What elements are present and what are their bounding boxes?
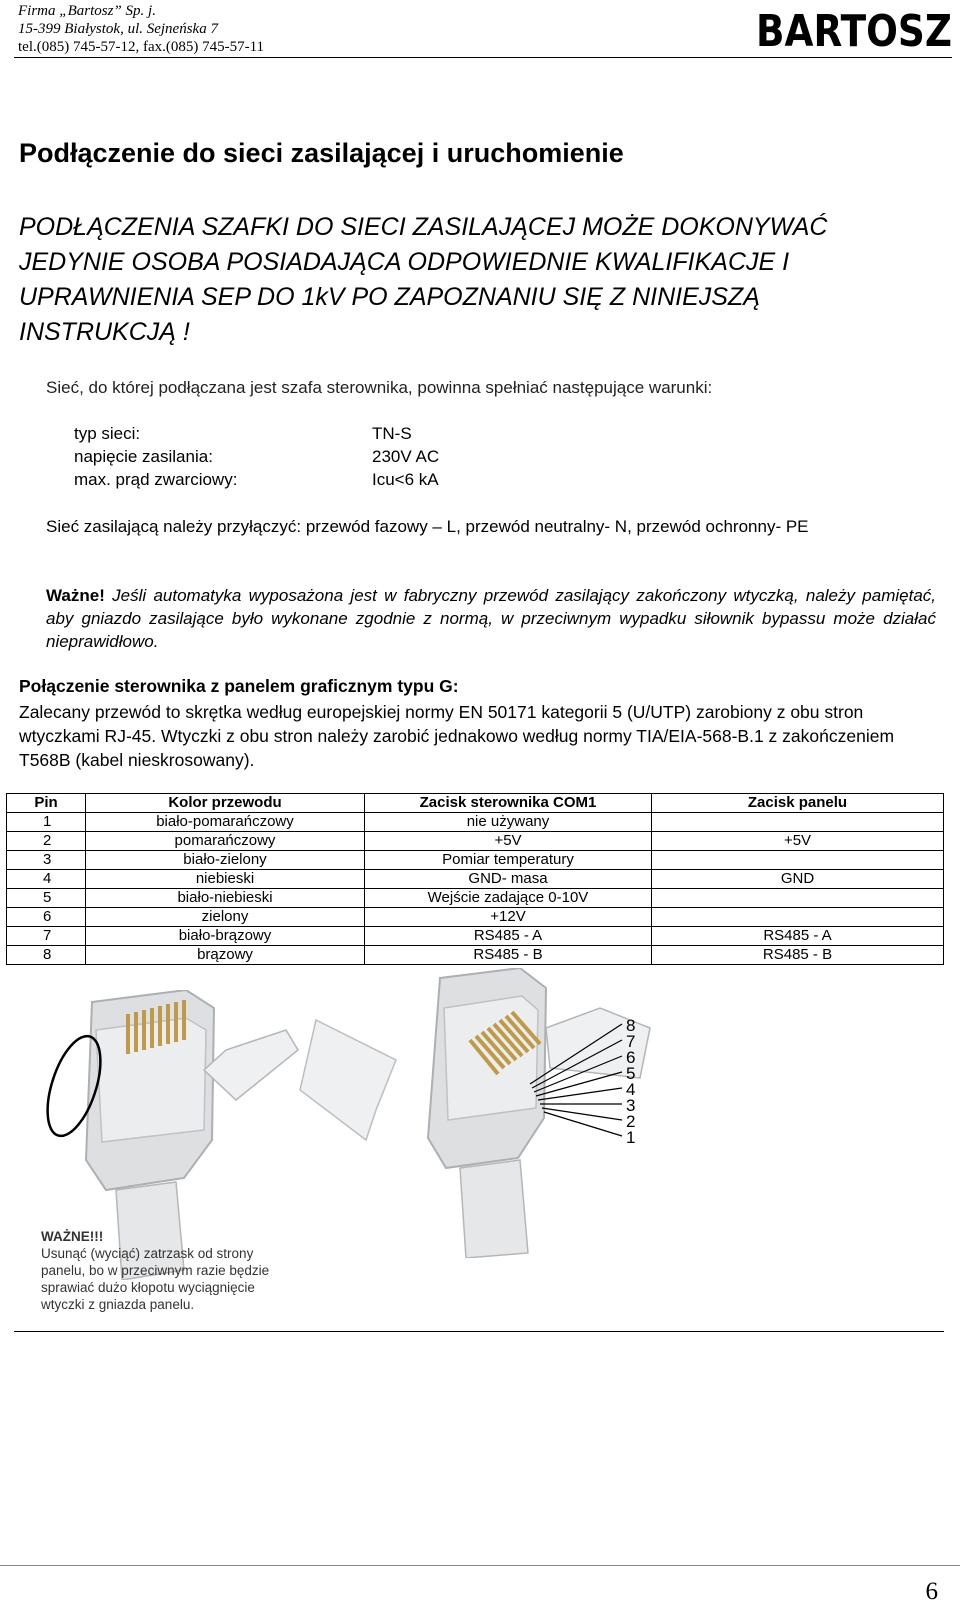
cell-pin: 4 (7, 870, 86, 889)
cell-color: zielony (86, 908, 365, 927)
note-line: wtyczki z gniazda panelu. (41, 1297, 195, 1312)
requirement-row (74, 468, 439, 491)
latch-warning-note (41, 1228, 269, 1313)
cell-controller: Wejście zadające 0-10V (365, 889, 652, 908)
cell-panel (652, 908, 944, 927)
important-label: Ważne! (46, 586, 105, 605)
cell-controller: nie używany (365, 813, 652, 832)
cell-panel: RS485 - B (652, 946, 944, 965)
pin-label: 3 (626, 1096, 636, 1115)
cell-controller: RS485 - B (365, 946, 652, 965)
cell-color: brązowy (86, 946, 365, 965)
cell-panel (652, 813, 944, 832)
cell-pin: 5 (7, 889, 86, 908)
cell-color: biało-zielony (86, 851, 365, 870)
table-row (7, 851, 944, 870)
page-number: 6 (925, 1578, 938, 1605)
pin-label: 6 (626, 1048, 636, 1067)
logo-text: BARTOSZ (756, 6, 952, 56)
cell-color: biało-pomarańczowy (86, 813, 365, 832)
cell-panel: GND (652, 870, 944, 889)
requirement-label: napięcie zasilania: (74, 447, 213, 466)
cell-pin: 7 (7, 927, 86, 946)
pin-label: 2 (626, 1112, 636, 1131)
cell-color: biało-niebieski (86, 889, 365, 908)
company-address: 15-399 Białystok, ul. Sejneńska 7 (18, 21, 218, 37)
requirement-label: max. prąd zwarciowy: (74, 470, 238, 489)
note-heading: WAŻNE!!! (41, 1229, 104, 1244)
requirement-value: TN-S (372, 424, 412, 443)
panel-connection-heading: Połączenie sterownika z panelem graficznym typu G: (19, 676, 459, 696)
table-row (7, 908, 944, 927)
table-row (7, 832, 944, 851)
company-name: Firma „Bartosz” Sp. j. (18, 3, 156, 19)
pin-label: 5 (626, 1064, 636, 1083)
company-contact: tel.(085) 745-57-12, fax.(085) 745-57-11 (18, 39, 265, 55)
header-panel: Zacisk panelu (652, 794, 944, 813)
table-row (7, 813, 944, 832)
bartosz-logo (756, 2, 956, 56)
header-color: Kolor przewodu (86, 794, 365, 813)
table-header-row (7, 794, 944, 813)
cell-pin: 6 (7, 908, 86, 927)
header-controller: Zacisk sterownika COM1 (365, 794, 652, 813)
cell-pin: 2 (7, 832, 86, 851)
header-pin: Pin (7, 794, 86, 813)
cell-color: pomarańczowy (86, 832, 365, 851)
image-divider (14, 1331, 944, 1332)
requirement-row (74, 422, 439, 445)
cell-panel (652, 889, 944, 908)
cell-controller: Pomiar temperatury (365, 851, 652, 870)
pin-label: 1 (626, 1128, 636, 1147)
cell-color: niebieski (86, 870, 365, 889)
table-row (7, 889, 944, 908)
footer-divider (0, 1565, 960, 1566)
pin-table (6, 793, 944, 965)
pin-number-labels (626, 1018, 646, 1146)
table-row (7, 870, 944, 889)
rj45-plug-photo-right (400, 968, 700, 1258)
safety-warning: PODŁĄCZENIA SZAFKI DO SIECI ZASILAJĄCEJ MOŻE DOKONYWAĆ JEDYNIE OSOBA POSIADAJĄCA ODPOWIEDNIE KWALIFIKACJE I UPRAWNIENIA SEP DO 1kV PO ZAPOZNANIU SIĘ Z NINIEJSZĄ INSTRUKCJĄ ! (19, 213, 828, 346)
cell-panel: +5V (652, 832, 944, 851)
cell-panel: RS485 - A (652, 927, 944, 946)
cell-controller: GND- masa (365, 870, 652, 889)
cell-controller: +12V (365, 908, 652, 927)
header-divider (14, 57, 952, 58)
requirement-value: 230V AC (372, 447, 440, 466)
cell-pin: 1 (7, 813, 86, 832)
page-title: Podłączenie do sieci zasilającej i uruchomienie (19, 138, 624, 168)
requirement-row (74, 445, 439, 468)
table-row (7, 946, 944, 965)
cell-controller: RS485 - A (365, 927, 652, 946)
connection-instructions: Sieć zasilającą należy przyłączyć: przewód fazowy – L, przewód neutralny- N, przewód ochronny- PE (46, 517, 809, 536)
important-note (46, 584, 936, 653)
requirements-list (74, 422, 439, 491)
requirement-value: Icu<6 kA (372, 470, 439, 489)
pin-label: 7 (626, 1032, 636, 1051)
note-line: panelu, bo w przeciwnym razie będzie (41, 1263, 270, 1278)
cell-controller: +5V (365, 832, 652, 851)
important-text: Jeśli automatyka wyposażona jest w fabryczny przewód zasilający zakończony wtyczką, należy pamiętać, aby gniazdo zasilające było wykonane zgodnie z normą, w przeciwnym wypadku siłownik bypassu może działać nieprawidłowo. (46, 586, 936, 651)
note-line: sprawiać dużo kłopotu wyciągnięcie (41, 1280, 255, 1295)
pin-label: 4 (626, 1080, 636, 1099)
company-info (18, 2, 264, 56)
cell-pin: 3 (7, 851, 86, 870)
table-row (7, 927, 944, 946)
pin-label: 8 (626, 1016, 636, 1035)
cable-description: Zalecany przewód to skrętka według europejskiej normy EN 50171 kategorii 5 (U/UTP) zarobiony z obu stron wtyczkami RJ-45. Wtyczki z obu stron należy zarobić jednakowo według normy TIA/EIA-568-B.1 z zakończeniem T568B (kabel nieskrosowany). (19, 702, 895, 770)
cell-pin: 8 (7, 946, 86, 965)
cell-color: biało-brązowy (86, 927, 365, 946)
note-line: Usunąć (wyciąć) zatrzask od strony (41, 1246, 254, 1261)
requirement-label: typ sieci: (74, 424, 141, 443)
network-intro: Sieć, do której podłączana jest szafa sterownika, powinna spełniać następujące warunki: (46, 378, 713, 397)
cell-panel (652, 851, 944, 870)
